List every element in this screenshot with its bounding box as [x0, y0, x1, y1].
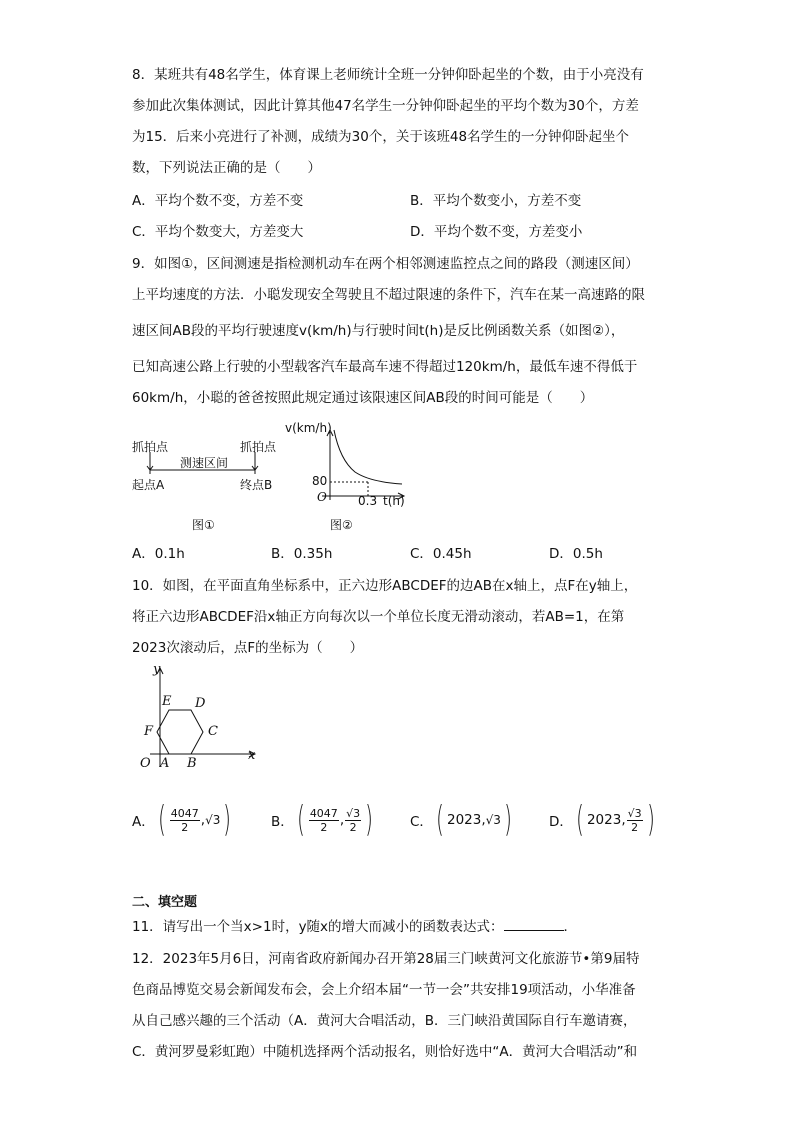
- q10-d-first: 2023: [586, 812, 622, 828]
- q8-line-4: 数，下列说法正确的是（ ）: [132, 160, 321, 176]
- q10-b-den: 2: [320, 820, 328, 834]
- q10-b-second-den: 2: [349, 820, 357, 834]
- q8-option-a: A．平均个数不变，方差不变: [132, 193, 304, 209]
- q10-line-3: 2023次滚动后，点F的坐标为（ ）: [132, 640, 364, 656]
- hex-point-f-label: F: [144, 724, 154, 739]
- q10-option-c: C． ( 2023 , √3 ): [410, 799, 512, 840]
- hex-point-c-label: C: [208, 724, 218, 739]
- q9-line-3: 速区间AB段的平均行驶速度v(km/h)与行驶时间t(h)是反比例函数关系（如图②），: [132, 323, 625, 339]
- q8-line-1: 8．某班共有48名学生，体育课上老师统计全班一分钟仰卧起坐的个数，由于小亮没有: [132, 67, 644, 83]
- fig1-left-top-label: 抓拍点: [132, 440, 169, 454]
- q8-option-b: B．平均个数变小，方差不变: [410, 193, 582, 209]
- q10-a-den: 2: [181, 820, 189, 834]
- fig2-caption: 图②: [330, 518, 353, 532]
- q8-line-3: 为15．后来小亮进行了补测，成绩为30个，关于该班48名学生的一分钟仰卧起坐个: [132, 129, 630, 145]
- hexagon-graph: [135, 662, 265, 772]
- hex-x-axis-label: x: [248, 748, 256, 763]
- q10-line-1: 10．如图，在平面直角坐标系中，正六边形ABCDEF的边AB在x轴上，点F在y轴上，: [132, 578, 638, 594]
- q9-line-2: 上平均速度的方法．小聪发现安全驾驶且不超过限速的条件下，汽车在某一高速路的限: [132, 287, 645, 303]
- q10-c-second: √3: [485, 813, 501, 827]
- q10-a-num: 4047: [170, 806, 199, 820]
- q9-line-5: 60km/h，小聪的爸爸按照此规定通过该限速区间AB段的时间可能是（ ）: [132, 390, 594, 406]
- hex-y-axis-label: y: [153, 662, 161, 677]
- q11-answer-blank: [504, 918, 564, 931]
- hex-origin-label: O: [140, 756, 151, 771]
- section-2-title: 二、填空题: [132, 895, 198, 910]
- q9-option-c: C．0.45h: [410, 546, 472, 562]
- q10-c-first: 2023: [446, 812, 482, 828]
- q8-line-2: 参加此次集体测试，因此计算其他47名学生一分钟仰卧起坐的平均个数为30个，方差: [132, 98, 639, 114]
- fig1-segment: [140, 450, 270, 480]
- hex-point-e-label: E: [162, 694, 172, 709]
- q10-option-c-letter: C．: [410, 814, 433, 830]
- q8-option-d: D．平均个数不变，方差变小: [410, 224, 583, 240]
- q10-a-second: √3: [205, 813, 221, 827]
- q8-option-c: C．平均个数变大，方差变大: [132, 224, 304, 240]
- fig2-xlabel: t(h): [383, 494, 405, 508]
- q12-line-1: 12．2023年5月6日，河南省政府新闻办召开第28届三门峡黄河文化旅游节•第9届特: [132, 951, 640, 967]
- q10-option-a: A． ( $\frac{4047}{2}$ , √3 ): [132, 799, 232, 840]
- q10-line-2: 将正六边形ABCDEF沿x轴正方向每次以一个单位长度无滑动滚动，若AB=1，在第: [132, 609, 625, 625]
- q9-line-4: 已知高速公路上行驶的小型载客汽车最高车速不得超过120km/h，最低车速不得低于: [132, 359, 638, 375]
- q10-option-a-letter: A．: [132, 814, 155, 830]
- q10-option-d: D． ( 2023 , $\frac{√3}{2}$ ): [549, 799, 655, 840]
- fig1-right-top-label: 抓拍点: [240, 440, 277, 454]
- q10-d-second-num: √3: [627, 806, 642, 820]
- q11-line: [132, 918, 577, 936]
- q10-option-b-letter: B．: [271, 814, 294, 830]
- fig2-y-tick: 80: [312, 474, 328, 488]
- hex-point-d-label: D: [195, 696, 206, 711]
- q12-line-2: 色商品博览交易会新闻发布会，会上介绍本届“一节一会”共安排19项活动，小华准备: [132, 982, 636, 998]
- q11-text: 11．请写出一个当x>1时，y随x的增大而减小的函数表达式：: [132, 919, 504, 935]
- q10-b-num: 4047: [309, 806, 338, 820]
- q9-option-b: B．0.35h: [271, 546, 333, 562]
- q12-line-4: C．黄河罗曼彩虹跑）中随机选择两个活动报名，则恰好选中“A．黄河大合唱活动”和: [132, 1044, 638, 1060]
- q12-line-3: 从自己感兴趣的三个活动（A．黄河大合唱活动，B．三门峡沿黄国际自行车邀请赛，: [132, 1013, 637, 1029]
- fig2-x-tick: 0.3: [358, 494, 378, 508]
- q10-d-second-den: 2: [631, 820, 639, 834]
- q9-option-a: A．0.1h: [132, 546, 185, 562]
- q11-text-end: ．: [563, 919, 578, 935]
- fig1-middle-label: 测速区间: [180, 456, 229, 470]
- hex-point-a-label: A: [160, 756, 170, 771]
- fig1-left-bottom-label: 起点A: [132, 478, 165, 492]
- q10-option-b: B． ( $\frac{4047}{2}$ , $\frac{√3}{2}$ ): [271, 799, 374, 840]
- fig1-caption: 图①: [192, 518, 215, 532]
- fig2-ylabel: v(km/h): [285, 421, 332, 435]
- q10-b-second-num: √3: [346, 806, 361, 820]
- hex-point-b-label: B: [187, 756, 197, 771]
- q10-option-d-letter: D．: [549, 814, 573, 830]
- q9-line-1: 9．如图①，区间测速是指检测机动车在两个相邻测速监控点之间的路段（测速区间）: [132, 256, 639, 272]
- fig2-origin: O: [317, 490, 327, 504]
- fig1-right-bottom-label: 终点B: [240, 478, 273, 492]
- q9-option-d: D．0.5h: [549, 546, 603, 562]
